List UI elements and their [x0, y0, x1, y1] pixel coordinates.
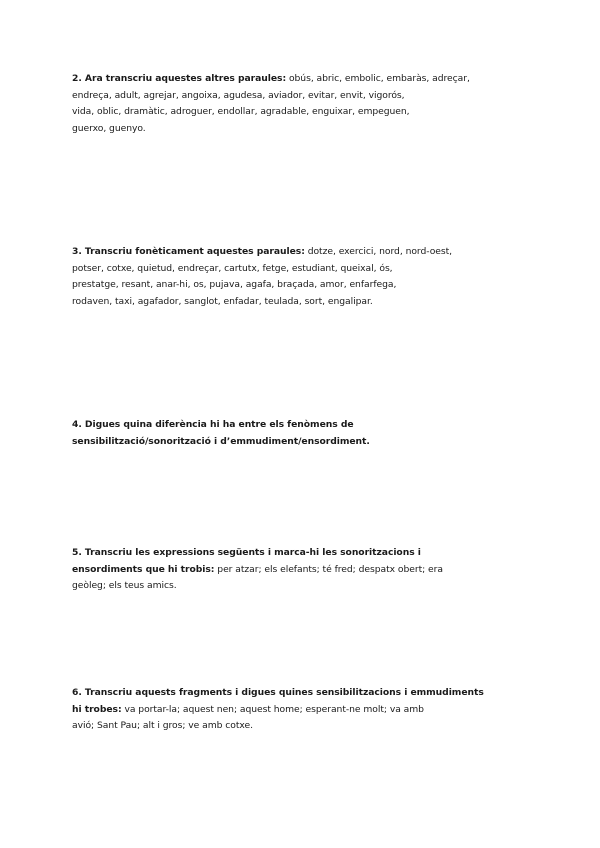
exercise-5	[72, 545, 443, 595]
exercise-4-label-line-2: sensibilització/sonorització i d’emmudiment/ensordiment.	[72, 435, 370, 447]
exercise-5-line-2: ensordiments que hi trobis: per atzar; els elefants; té fred; despatx obert; era	[72, 563, 443, 575]
exercise-2-line-4: guerxo, guenyo.	[72, 122, 146, 134]
exercise-6-line-2: hi trobes: va portar-la; aquest nen; aquest home; esperant-ne molt; va amb	[72, 703, 424, 715]
exercise-5-label-line-2: ensordiments que hi trobis:	[72, 563, 215, 575]
exercise-2-line-2: endreça, adult, agrejar, angoixa, agudesa, aviador, evitar, envit, vigorós,	[72, 89, 405, 101]
exercise-3	[72, 244, 452, 310]
exercise-3-line-1: 3. Transcriu fonèticament aquestes paraules: dotze, exercici, nord, nord-oest,	[72, 246, 453, 257]
exercise-6-label-line-1: 6. Transcriu aquests fragments i digues quines sensibilitzacions i emmudiments	[72, 687, 484, 698]
exercise-3-line-3: prestatge, resant, anar-hi, os, pujava, agafa, braçada, amor, enfarfega,	[72, 279, 397, 290]
exercise-3-label: 3. Transcriu fonèticament aquestes paraules:	[72, 246, 305, 257]
exercise-3-line-2: potser, cotxe, quietud, endreçar, cartutx, fetge, estudiant, queixal, ós,	[72, 262, 393, 274]
exercise-2-line-1: 2. Ara transcriu aquestes altres paraules: obús, abric, embolic, embaràs, adreçar,	[72, 73, 470, 84]
exercise-6-label-line-2: hi trobes:	[72, 703, 122, 715]
exercise-2	[72, 71, 470, 137]
exercise-6-line-3: avió; Sant Pau; alt i gros; ve amb cotxe.	[72, 720, 253, 731]
exercise-2-label: 2. Ara transcriu aquestes altres paraules:	[72, 73, 287, 84]
exercise-4	[72, 417, 370, 450]
exercise-4-label-line-1: 4. Digues quina diferència hi ha entre els fenòmens de	[72, 419, 354, 430]
exercise-5-label-line-1: 5. Transcriu les expressions següents i marca-hi les sonoritzacions i	[72, 547, 421, 558]
exercise-6	[72, 685, 484, 735]
exercise-2-line-3: vida, oblic, dramàtic, adroguer, endollar, agradable, enguixar, empeguen,	[72, 106, 410, 117]
exercise-5-line-3: geòleg; els teus amics.	[72, 580, 177, 591]
exercise-3-line-4: rodaven, taxi, agafador, sanglot, enfadar, teulada, sort, engalipar.	[72, 295, 373, 307]
